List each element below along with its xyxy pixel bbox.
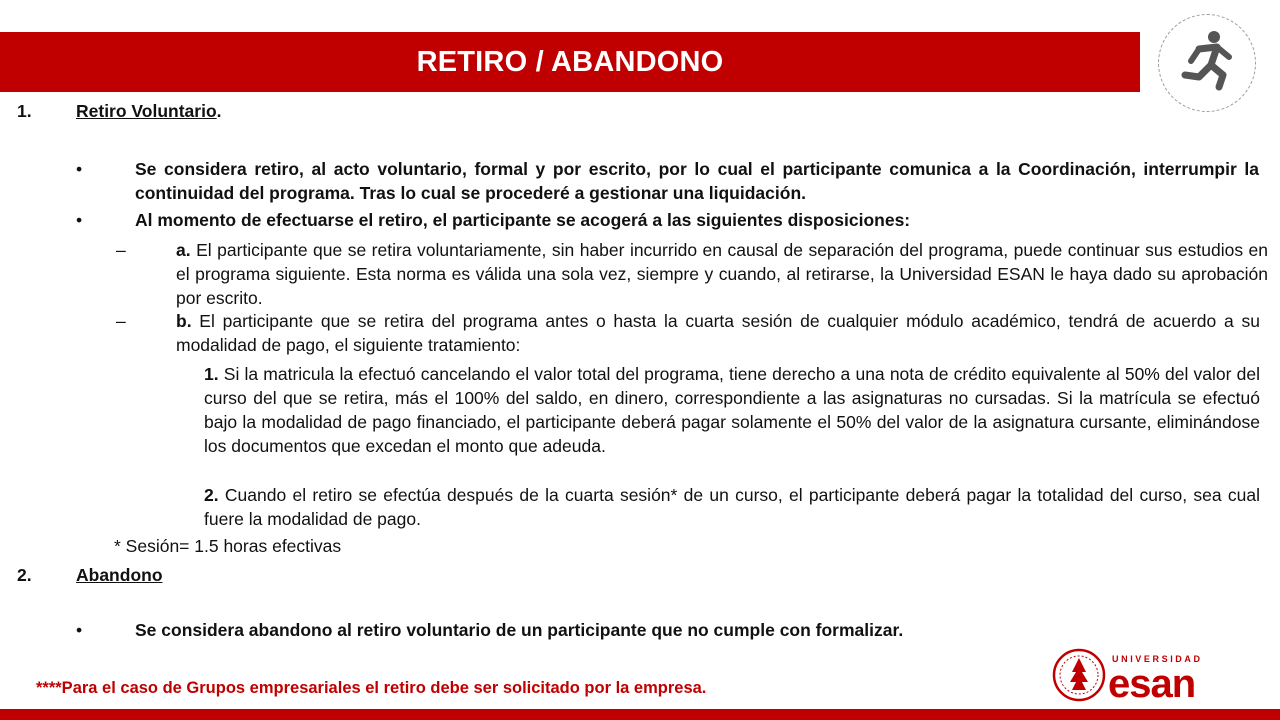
footer-note: ****Para el caso de Grupos empresariales el retiro debe ser solicitado por la empresa.: [36, 679, 707, 697]
item-text: El participante que se retira del programa antes o hasta la cuarta sesión de cualquier módulo académico, tendrá de acuerdo a su modalidad de pago, el siguiente tratamiento:: [176, 311, 1260, 355]
bullet-text: Se considera abandono al retiro voluntario de un participante que no cumple con formalizar.: [135, 620, 904, 640]
bullet-icon: •: [76, 159, 83, 179]
bottom-bar: [0, 709, 1280, 720]
logo-name-text: esan: [1108, 662, 1196, 706]
logo-univ-text: UNIVERSIDAD: [1112, 654, 1203, 664]
section-number: 1.: [17, 101, 32, 121]
sub-item-1: [204, 362, 1260, 458]
section-heading-text: Retiro Voluntario: [76, 101, 217, 121]
bullet-icon: •: [76, 620, 83, 640]
item-text: Cuando el retiro se efectúa después de la cuarta sesión* de un curso, el participante deberá pagar la totalidad del curso, sea cual fuere la modalidad de pago.: [204, 485, 1260, 529]
item-label: b.: [176, 311, 192, 331]
item-label: a.: [176, 240, 191, 260]
item-b: [176, 309, 1260, 357]
item-label: 2.: [204, 485, 219, 505]
esan-seal-icon: [1052, 648, 1106, 702]
page-title: RETIRO / ABANDONO: [416, 45, 724, 78]
bullet-icon: •: [76, 210, 83, 230]
item-text: El participante que se retira voluntariamente, sin haber incurrido en causal de separación del programa, puede continuar sus estudios en el programa siguiente. Esta norma es válida una sola vez, siempre y cuando, al retirarse, la Universidad ESAN le haya dado su aprobación por escrito.: [176, 240, 1268, 308]
section-number: 2.: [17, 565, 32, 585]
university-logo: [1052, 648, 1222, 704]
dash-icon: –: [116, 240, 126, 260]
item-label: 1.: [204, 364, 219, 384]
dash-icon: –: [116, 311, 126, 331]
sub-item-2: [204, 483, 1260, 531]
section-heading: Abandono: [76, 565, 163, 585]
footnote: * Sesión= 1.5 horas efectivas: [114, 536, 342, 556]
section-heading: [76, 99, 222, 123]
section-heading-suffix: .: [216, 101, 222, 121]
bullet-text: Al momento de efectuarse el retiro, el participante se acogerá a las siguientes disposiciones:: [135, 210, 911, 230]
item-a: [176, 238, 1268, 310]
bullet-text: Se considera retiro, al acto voluntario, formal y por escrito, por lo cual el participante comunica a la Coordinación, interrumpir la continuidad del programa. Tras lo cual se procederé a gestionar una liquidación.: [135, 159, 1259, 203]
item-text: Si la matricula la efectuó cancelando el valor total del programa, tiene derecho a una nota de crédito equivalente al 50% del valor del curso del que se retira, más el 100% del saldo, en dinero, correspondiente a las asignaturas no cursadas. Si la matrícula se efectuó bajo la modalidad de pago financiado, el participante deberá pagar solamente el 50% del valor de la asignatura cursante, eliminándose los documentos que excedan el monto que adeuda.: [204, 364, 1260, 456]
